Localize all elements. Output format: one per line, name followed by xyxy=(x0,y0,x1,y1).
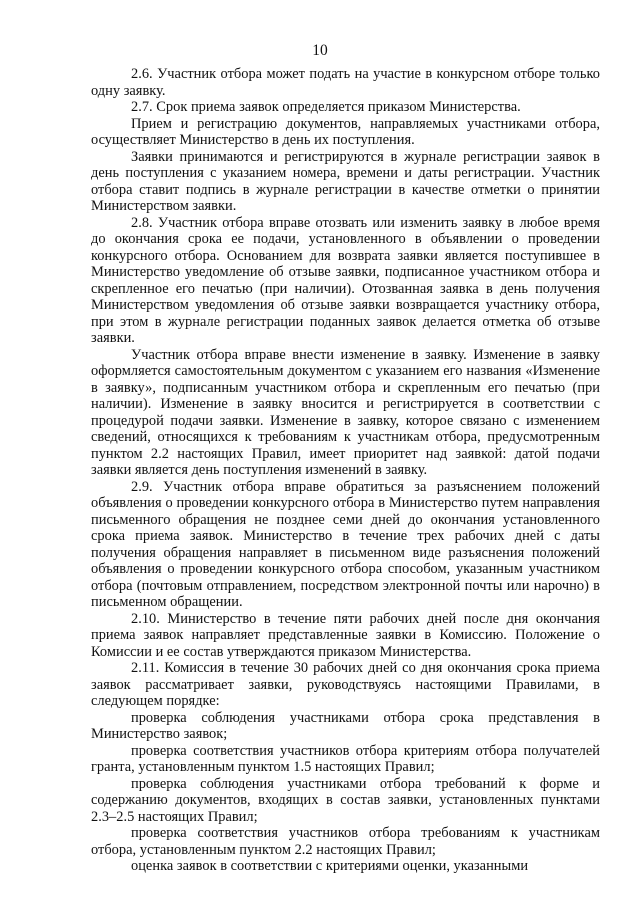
list-item-deadline-check: проверка соблюдения участниками отбора срока представления в Министерство заявок; xyxy=(91,709,600,742)
list-item-form-requirements-check: проверка соблюдения участниками отбора требований к форме и содержанию документов, входящих в состав заявки, установленных пунктами 2.3–2.5 настоящих Правил; xyxy=(91,775,600,825)
paragraph-registration-of-documents: Прием и регистрацию документов, направляемых участниками отбора, осуществляет Министерство в день их поступления. xyxy=(91,115,600,148)
document-body xyxy=(91,66,600,875)
list-item-criteria-check: проверка соответствия участников отбора критериям отбора получателей гранта, установленным пунктом 1.5 настоящих Правил; xyxy=(91,742,600,775)
paragraph-2-11: 2.11. Комиссия в течение 30 рабочих дней со дня окончания срока приема заявок рассматривает заявки, руководствуясь настоящими Правилами, в следующем порядке: xyxy=(91,660,600,709)
paragraph-application-changes: Участник отбора вправе внести изменение в заявку. Изменение в заявку оформляется самостоятельным документом с указанием его названия «Изменение в заявку», подписанным участником отбора и скрепленным его печатью (при наличии). Изменение в заявку вносится и регистрируется в соответствии с процедурой подачи заявки. Изменение в заявку, которое связано с изменением сведений, относящихся к требованиям к участникам отбора, предусмотренным пунктом 2.2 настоящих Правил, имеет приоритет над заявкой: датой подачи заявки является день поступления изменений в заявку. xyxy=(91,346,600,478)
paragraph-2-7: 2.7. Срок приема заявок определяется приказом Министерства. xyxy=(131,99,521,115)
list-item-participant-requirements-check: проверка соответствия участников отбора требованиям к участникам отбора, установленным пунктом 2.2 настоящих Правил; xyxy=(91,825,600,858)
list-item-evaluation: оценка заявок в соответствии с критериями оценки, указанными xyxy=(131,858,529,874)
page-number: 10 xyxy=(312,42,328,59)
paragraph-2-9: 2.9. Участник отбора вправе обратиться за разъяснением положений объявления о проведении конкурсного отбора в Министерство путем направления письменного обращения не позднее семи дней до окончания установленного срока приема заявок. Министерство в течение трех рабочих дней с даты получения обращения направляет в письменном виде разъяснения положений объявления о проведении конкурсного отбора способом, указанным участником отбора (почтовым отправлением, посредством электронной почты или нарочно) в письменном обращении. xyxy=(91,478,600,610)
paragraph-registration-journal: Заявки принимаются и регистрируются в журнале регистрации заявок в день поступления с указанием номера, времени и даты регистрации. Участник отбора ставит подпись в журнале регистрации в качестве отметки о принятии Министерством заявки. xyxy=(91,148,600,214)
paragraph-2-6: 2.6. Участник отбора может подать на участие в конкурсном отборе только одну заявку. xyxy=(91,66,600,99)
paragraph-2-8: 2.8. Участник отбора вправе отозвать или изменить заявку в любое время до окончания срока ее подачи, установленного в объявлении о проведении конкурсного отбора. Основанием для возврата заявки является поступившее в Министерство уведомление об отзыве заявки, подписанное участником отбора и скрепленное его печатью (при наличии). Отозванная заявка в день получения Министерством уведомления об отзыве заявки возвращается участнику отбора, при этом в журнале регистрации поданных заявок делается отметка об отзыве заявки. xyxy=(91,214,600,346)
paragraph-2-10: 2.10. Министерство в течение пяти рабочих дней после дня окончания приема заявок направляет представленные заявки в Комиссию. Положение о Комиссии и ее состав утверждаются приказом Министерства. xyxy=(91,610,600,660)
